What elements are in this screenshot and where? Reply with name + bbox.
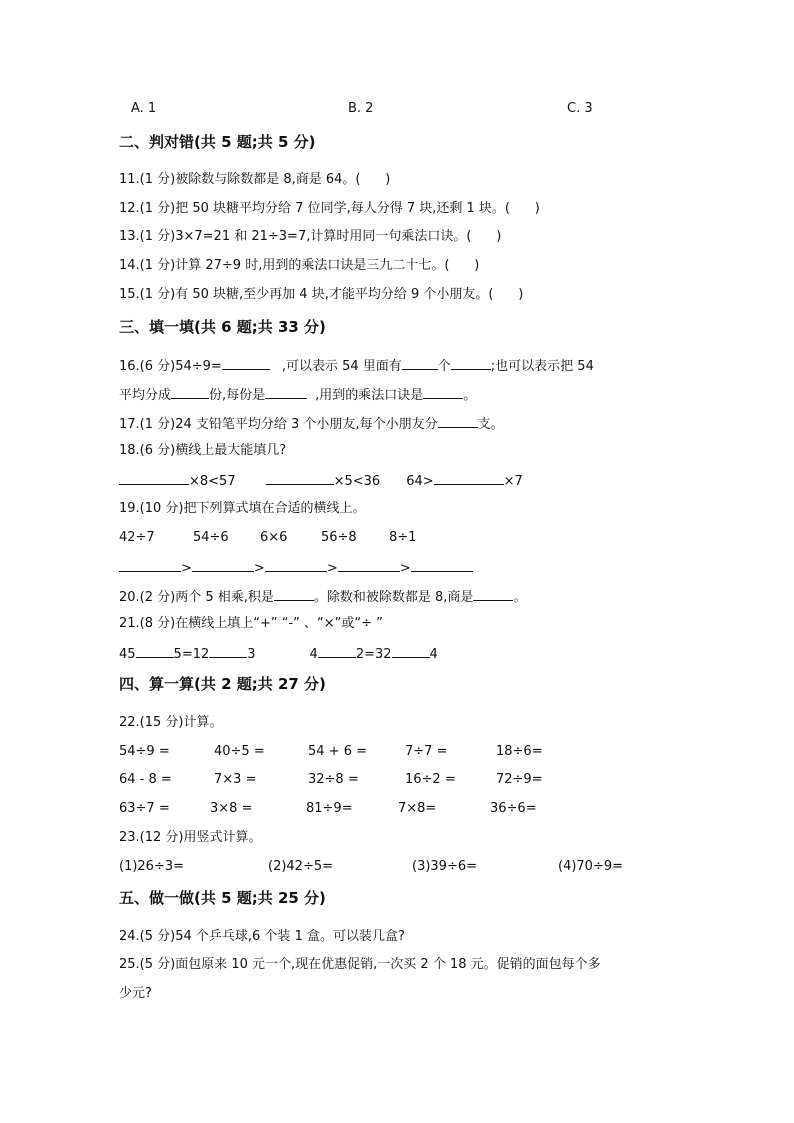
calc-item: 16÷2 =	[405, 772, 456, 787]
blank[interactable]	[411, 559, 473, 572]
question-21: 21.(8 分)在横线上填上“+” “-” 、“×”或“÷ ”	[119, 616, 383, 631]
vertical-calc-item: (1)26÷3=	[119, 859, 185, 874]
question-16-line2: 平均分成 份,每份是 ,用到的乘法口诀是 。	[119, 388, 477, 403]
calc-item: 3×8 =	[210, 801, 253, 816]
option-a: A. 1	[131, 101, 157, 116]
question-21-blanks: 45 5=12 3 4 2=32 4	[119, 647, 438, 662]
calc-item: 81÷9=	[306, 801, 353, 816]
blank[interactable]	[222, 357, 270, 370]
option-b: B. 2	[348, 101, 374, 116]
question-22: 22.(15 分)计算。	[119, 715, 223, 730]
vertical-calc-item: (3)39÷6=	[412, 859, 478, 874]
blank[interactable]	[423, 386, 463, 399]
section-title-do: 五、做一做(共 5 题;共 25 分)	[119, 889, 326, 907]
question-16-line1: 16.(6 分)54÷9= ,可以表示 54 里面有 个 ;也可以表示把 54	[119, 359, 594, 374]
question-19-item: 56÷8	[321, 530, 357, 545]
question-18: 18.(6 分)横线上最大能填几?	[119, 443, 287, 458]
calc-item: 32÷8 =	[308, 772, 359, 787]
blank[interactable]	[402, 357, 438, 370]
calc-item: 63÷7 =	[119, 801, 170, 816]
blank[interactable]	[119, 472, 189, 485]
blank[interactable]	[266, 472, 334, 485]
question-23: 23.(12 分)用竖式计算。	[119, 830, 262, 845]
blank[interactable]	[434, 472, 504, 485]
section-title-judge: 二、判对错(共 5 题;共 5 分)	[119, 133, 316, 151]
blank[interactable]	[136, 645, 174, 658]
question-19-item: 8÷1	[389, 530, 417, 545]
question-19-item: 6×6	[260, 530, 288, 545]
blank[interactable]	[451, 357, 491, 370]
blank[interactable]	[318, 645, 356, 658]
vertical-calc-item: (4)70÷9=	[558, 859, 624, 874]
blank[interactable]	[171, 386, 209, 399]
question-20: 20.(2 分)两个 5 相乘,积是 。除数和被除数都是 8,商是 。	[119, 590, 527, 605]
option-c: C. 3	[567, 101, 593, 116]
blank[interactable]	[338, 559, 400, 572]
blank[interactable]	[192, 559, 254, 572]
question-19-item: 42÷7	[119, 530, 155, 545]
calc-item: 54÷9 =	[119, 744, 170, 759]
question-25-line2: 少元?	[119, 986, 152, 1001]
question-11: 11.(1 分)被除数与除数都是 8,商是 64。( )	[119, 172, 391, 187]
blank[interactable]	[119, 559, 181, 572]
question-19: 19.(10 分)把下列算式填在合适的横线上。	[119, 501, 366, 516]
question-19-item: 54÷6	[193, 530, 229, 545]
calc-item: 7×8=	[398, 801, 437, 816]
calc-item: 40÷5 =	[214, 744, 265, 759]
calc-item: 36÷6=	[490, 801, 537, 816]
blank[interactable]	[265, 559, 327, 572]
question-14: 14.(1 分)计算 27÷9 时,用到的乘法口诀是三九二十七。( )	[119, 258, 480, 273]
blank[interactable]	[274, 588, 314, 601]
blank[interactable]	[438, 415, 478, 428]
calc-item: 64 - 8 =	[119, 772, 172, 787]
question-24: 24.(5 分)54 个乒乓球,6 个装 1 盒。可以装几盒?	[119, 929, 405, 944]
section-title-fill: 三、填一填(共 6 题;共 33 分)	[119, 318, 326, 336]
calc-item: 7×3 =	[214, 772, 257, 787]
vertical-calc-item: (2)42÷5=	[268, 859, 334, 874]
calc-item: 7÷7 =	[405, 744, 448, 759]
question-18-blanks: ×8<57 ×5<36 64> ×7	[119, 472, 523, 490]
question-15: 15.(1 分)有 50 块糖,至少再加 4 块,才能平均分给 9 个小朋友。( )	[119, 287, 524, 302]
blank[interactable]	[392, 645, 430, 658]
blank[interactable]	[473, 588, 513, 601]
calc-item: 54 + 6 =	[308, 744, 367, 759]
question-25-line1: 25.(5 分)面包原来 10 元一个,现在优惠促销,一次买 2 个 18 元。促销的面包每个多	[119, 957, 601, 972]
section-title-calc: 四、算一算(共 2 题;共 27 分)	[119, 675, 326, 693]
question-12: 12.(1 分)把 50 块糖平均分给 7 位同学,每人分得 7 块,还剩 1 块。( )	[119, 201, 540, 216]
blank[interactable]	[209, 645, 247, 658]
calc-item: 72÷9=	[496, 772, 543, 787]
calc-item: 18÷6=	[496, 744, 543, 759]
question-19-order: > > > >	[119, 559, 473, 577]
question-13: 13.(1 分)3×7=21 和 21÷3=7,计算时用同一句乘法口诀。( )	[119, 229, 502, 244]
blank[interactable]	[265, 386, 307, 399]
question-17: 17.(1 分)24 支铅笔平均分给 3 个小朋友,每个小朋友分 支。	[119, 417, 504, 432]
